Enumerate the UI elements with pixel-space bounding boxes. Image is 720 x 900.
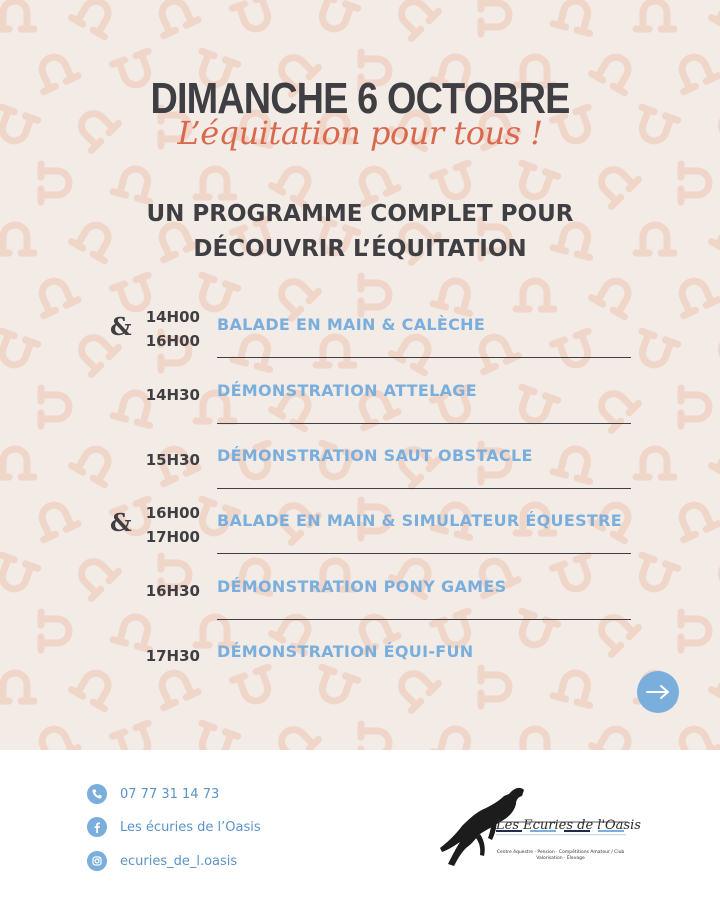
instagram-icon [87,851,107,871]
time-start: 16H30 [145,582,200,600]
horseshoe-icon [433,725,477,750]
time-connector: & [110,508,132,537]
time-start: 16H00 [145,504,200,522]
divider [217,488,631,489]
time-start: 14H30 [145,386,200,404]
horseshoe-icon [0,1,34,29]
horseshoe-icon [636,1,674,29]
time-slot [108,558,200,624]
divider [217,553,631,554]
time-connector: & [110,312,132,341]
program-heading-line-2: DÉCOUVRIR L’ÉQUITATION [193,236,527,262]
horseshoe-icon [672,50,718,91]
phone-icon [87,784,107,804]
time-end: 16H00 [145,332,200,350]
divider [217,357,631,358]
phone-contact[interactable] [87,784,219,804]
facebook-link[interactable] [87,817,261,837]
schedule-row [0,492,720,558]
next-slide-button[interactable] [637,671,679,713]
time-slot [108,296,200,362]
arrow-right-icon [645,684,671,700]
horseshoe-icon [72,0,119,37]
time-end: 17H00 [145,528,200,546]
time-start: 17H30 [145,647,200,665]
activity-label: DÉMONSTRATION PONY GAMES [217,576,507,596]
horseshoe-icon [152,0,198,36]
divider [217,619,631,620]
horseshoe-icon [392,0,439,38]
phone-number: 07 77 31 14 73 [120,786,220,802]
schedule-row [0,362,720,428]
time-slot [108,623,200,689]
horseshoe-icon [553,0,597,33]
horseshoe-icon [192,723,237,750]
horseshoe-icon [672,722,718,750]
horseshoe-icon [32,722,78,750]
horseshoe-icon [712,0,720,37]
horseshoe-icon [112,723,157,750]
time-slot [108,362,200,428]
activity-label: DÉMONSTRATION SAUT OBSTACLE [217,445,533,465]
schedule-row [0,623,720,689]
horseshoe-icon [481,0,509,34]
event-tagline: L’équitation pour tous ! [177,114,543,152]
event-date-title: DIMANCHE 6 OCTOBRE [150,74,570,123]
activity-label: BALADE EN MAIN & SIMULATEUR ÉQUESTRE [217,510,622,530]
schedule-row [0,427,720,493]
horseshoe-icon [312,0,357,35]
program-heading [0,197,720,267]
activity-label: DÉMONSTRATION ATTELAGE [217,380,477,400]
logo-name: Les Ecuries de l'Oasis [496,818,641,833]
logo-tagline [483,850,638,862]
time-slot [108,492,200,558]
instagram-handle: ecuries_de_l.oasis [120,853,238,869]
logo-tagline-1: Centre équestre · Pension · Compétitions Amateur / Club [496,850,625,855]
facebook-icon [87,817,107,837]
activity-label: DÉMONSTRATION ÉQUI-FUN [217,641,474,661]
time-start: 14H00 [145,308,200,326]
schedule-row [0,296,720,362]
time-slot [108,427,200,493]
horseshoe-icon [272,720,319,750]
divider [217,423,631,424]
schedule-row [0,558,720,624]
activity-label: BALADE EN MAIN & CALÈCHE [217,314,486,334]
horseshoe-icon [113,165,157,202]
facebook-name: Les écuries de l’Oasis [120,819,261,835]
horseshoe-icon [361,724,389,750]
instagram-link[interactable] [87,851,237,871]
horseshoe-icon [592,721,639,750]
logo-tagline-2: Valorisation · Élevage [536,856,585,861]
horseshoe-icon [516,729,554,750]
horseshoe-icon [196,169,234,197]
program-heading-line-1: UN PROGRAMME COMPLET POUR [146,201,574,227]
horseshoe-icon [232,0,277,35]
time-start: 15H30 [145,451,200,469]
